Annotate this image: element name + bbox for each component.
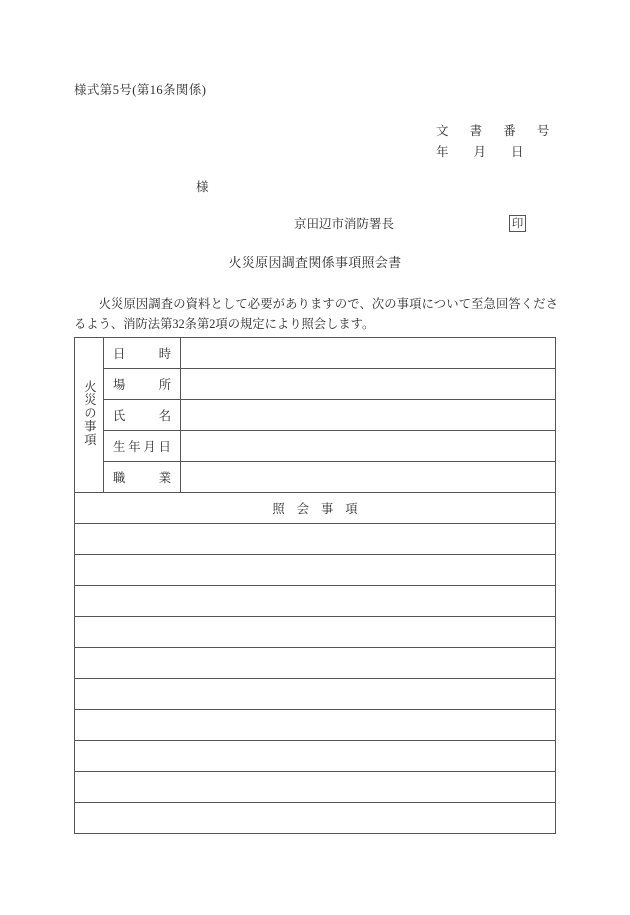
row-value-birthdate[interactable] [181,431,556,462]
inquiry-write-line[interactable] [75,555,556,586]
table-row [75,617,556,648]
seal-stamp-box: 印 [509,215,526,232]
document-number-block [436,121,558,163]
document-number-label: 文 書 番 号 [436,124,559,138]
table-row [75,369,556,400]
row-value-datetime[interactable] [181,338,556,369]
inquiry-write-line[interactable] [75,710,556,741]
inquiry-write-line[interactable] [75,679,556,710]
form-code-label: 様式第5号(第16条関係) [74,83,207,97]
inquiry-write-line[interactable] [75,803,556,834]
table-row [75,338,556,369]
table-row [75,462,556,493]
table-row [75,679,556,710]
table-row [75,741,556,772]
inquiry-write-line[interactable] [75,586,556,617]
page-title: 火災原因調査関係事項照会書 [228,255,402,270]
addressee-suffix: 様 [196,180,209,194]
vertical-section-label: 火災の事項 [75,338,104,493]
table-row [75,524,556,555]
table-row [75,400,556,431]
row-value-place[interactable] [181,369,556,400]
table-row [75,648,556,679]
row-label-place: 場 所 [104,369,181,400]
table-row [75,431,556,462]
inquiry-write-line[interactable] [75,772,556,803]
table-row [75,772,556,803]
table-row [75,586,556,617]
inquiry-write-line[interactable] [75,524,556,555]
issuer-name: 京田辺市消防署長 [294,217,395,231]
row-label-name: 氏 名 [104,400,181,431]
inquiry-write-line[interactable] [75,617,556,648]
body-paragraph: 火災原因調査の資料として必要がありますので、次の事項について至急回答くださるよう、消防法第32条第2項の規定により照会します。 [74,297,558,331]
document-date-label: 年 月 日 [436,145,524,159]
row-label-birthdate: 生 年 月 日 [104,431,181,462]
inquiry-write-line[interactable] [75,741,556,772]
row-value-name[interactable] [181,400,556,431]
row-value-occupation[interactable] [181,462,556,493]
table-row [75,710,556,741]
table-row [75,803,556,834]
table-row [75,555,556,586]
inquiry-section-header: 照会事項 [75,493,556,524]
row-label-occupation: 職 業 [104,462,181,493]
fire-incident-table [74,337,556,834]
table-row [75,493,556,524]
row-label-datetime: 日 時 [104,338,181,369]
inquiry-write-line[interactable] [75,648,556,679]
